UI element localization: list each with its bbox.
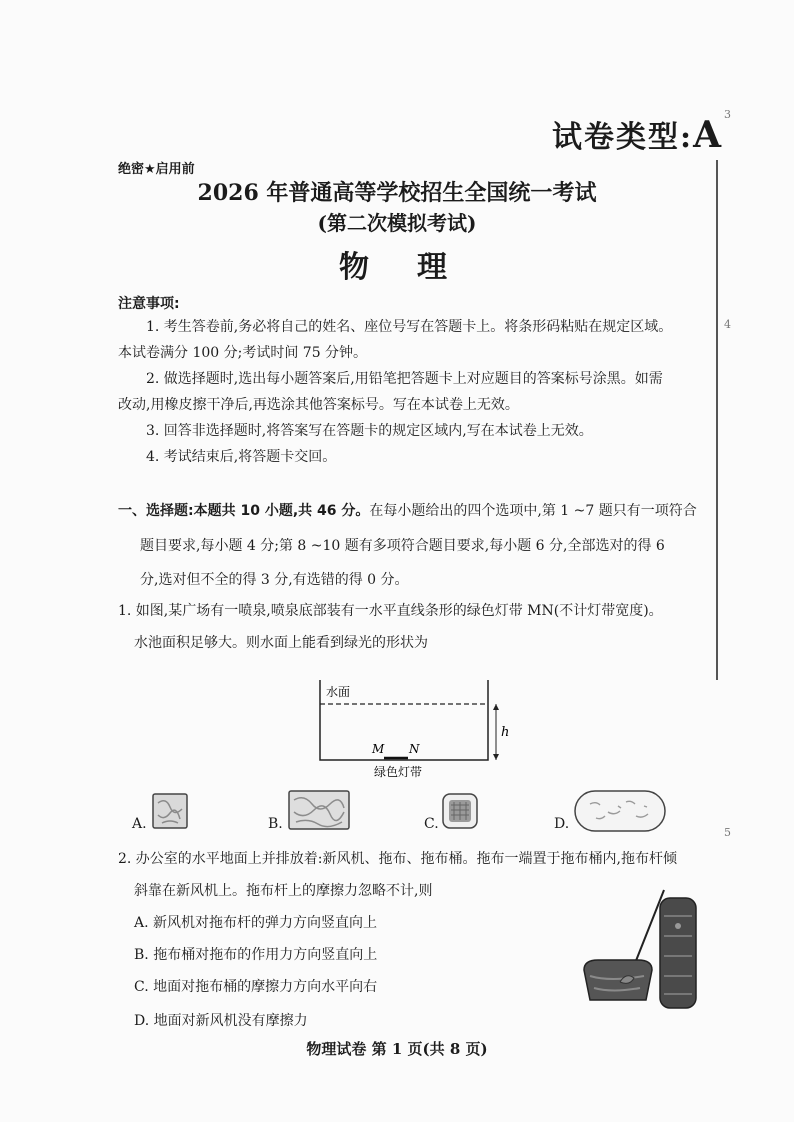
notice-line-3: 2. 做选择题时,选出每小题答案后,用铅笔把答题卡上对应题目的答案标号涂黑。如需 (146, 371, 663, 387)
q1-option-d-label: D. (554, 816, 570, 832)
confidential-mark: 绝密★启用前 (118, 162, 195, 177)
depth-arrow-head-top (493, 704, 499, 710)
paper-type-label: 试卷类型: (552, 120, 694, 155)
q1-stem-line-2: 水池面积足够大。则水面上能看到绿光的形状为 (134, 635, 428, 651)
water-surface-label: 水面 (326, 685, 351, 699)
paper-type-value: A (693, 114, 724, 156)
notice-line-2: 本试卷满分 100 分;考试时间 75 分钟。 (118, 345, 368, 361)
edge-mark-3: 5 (724, 826, 731, 839)
depth-arrow-head-bottom (493, 754, 499, 760)
q1-option-d-image (574, 790, 666, 832)
q2-option-d: D. 地面对新风机没有摩擦力 (134, 1013, 308, 1029)
page-footer: 物理试卷 第 1 页(共 8 页) (306, 1040, 488, 1058)
margin-rule (716, 160, 718, 680)
q2-figure (576, 886, 706, 1012)
q1-option-c-label: C. (424, 816, 439, 832)
q1-option-c-image (442, 793, 478, 829)
edge-mark-2: 4 (724, 318, 731, 331)
section-heading-bold: 一、选择题:本题共 10 小题,共 46 分。 (118, 503, 370, 519)
notice-title: 注意事项: (118, 296, 180, 312)
section-heading (118, 500, 697, 520)
q1-option-a-image (152, 793, 188, 829)
notice-line-4: 改动,用橡皮擦干净后,再选涂其他答案标号。写在本试卷上无效。 (118, 397, 519, 413)
section-heading-rest: 在每小题给出的四个选项中,第 1 ~7 题只有一项符合 (369, 503, 697, 519)
depth-label: h (501, 725, 510, 740)
q1-option-b-label: B. (268, 816, 283, 832)
point-n-label: N (409, 742, 420, 756)
point-m-label: M (372, 742, 385, 756)
notice-line-5: 3. 回答非选择题时,将答案写在答题卡的规定区域内,写在本试卷上无效。 (146, 423, 593, 439)
q2-option-b: B. 拖布桶对拖布的作用力方向竖直向上 (134, 947, 378, 963)
q2-option-c: C. 地面对拖布桶的摩擦力方向水平向右 (134, 979, 378, 995)
section-line-2: 题目要求,每小题 4 分;第 8 ~10 题有多项符合题目要求,每小题 6 分,全部选对的得 6 (140, 538, 665, 554)
notice-line-6: 4. 考试结束后,将答题卡交回。 (146, 449, 337, 465)
edge-mark-1: 3 (724, 108, 731, 121)
q1-stem-line-1: 1. 如图,某广场有一喷泉,喷泉底部装有一水平直线条形的绿色灯带 MN(不计灯带宽度)。 (118, 603, 663, 619)
exam-subtitle: (第二次模拟考试) (317, 211, 477, 235)
mop-bucket (584, 960, 652, 1000)
q2-stem-line-2: 斜靠在新风机上。拖布杆上的摩擦力忽略不计,则 (134, 883, 433, 899)
q1-option-b-image (288, 790, 350, 830)
notice-line-1: 1. 考生答卷前,务必将自己的姓名、座位号写在答题卡上。将条形码粘贴在规定区域。 (146, 319, 673, 335)
q1-option-a-label: A. (132, 816, 147, 832)
q1-figure (300, 672, 520, 784)
figure-caption: 绿色灯带 (374, 765, 423, 779)
q2-option-a: A. 新风机对拖布杆的弹力方向竖直向上 (134, 915, 378, 931)
subject-title: 物理 (339, 250, 495, 285)
exam-title: 2026 年普通高等学校招生全国统一考试 (197, 180, 597, 206)
air-purifier (660, 898, 696, 1008)
q2-stem-line-1: 2. 办公室的水平地面上并排放着:新风机、拖布、拖布桶。拖布一端置于拖布桶内,拖布杆倾 (118, 851, 677, 867)
section-line-3: 分,选对但不全的得 3 分,有选错的得 0 分。 (140, 572, 409, 588)
paper-type (552, 112, 723, 156)
